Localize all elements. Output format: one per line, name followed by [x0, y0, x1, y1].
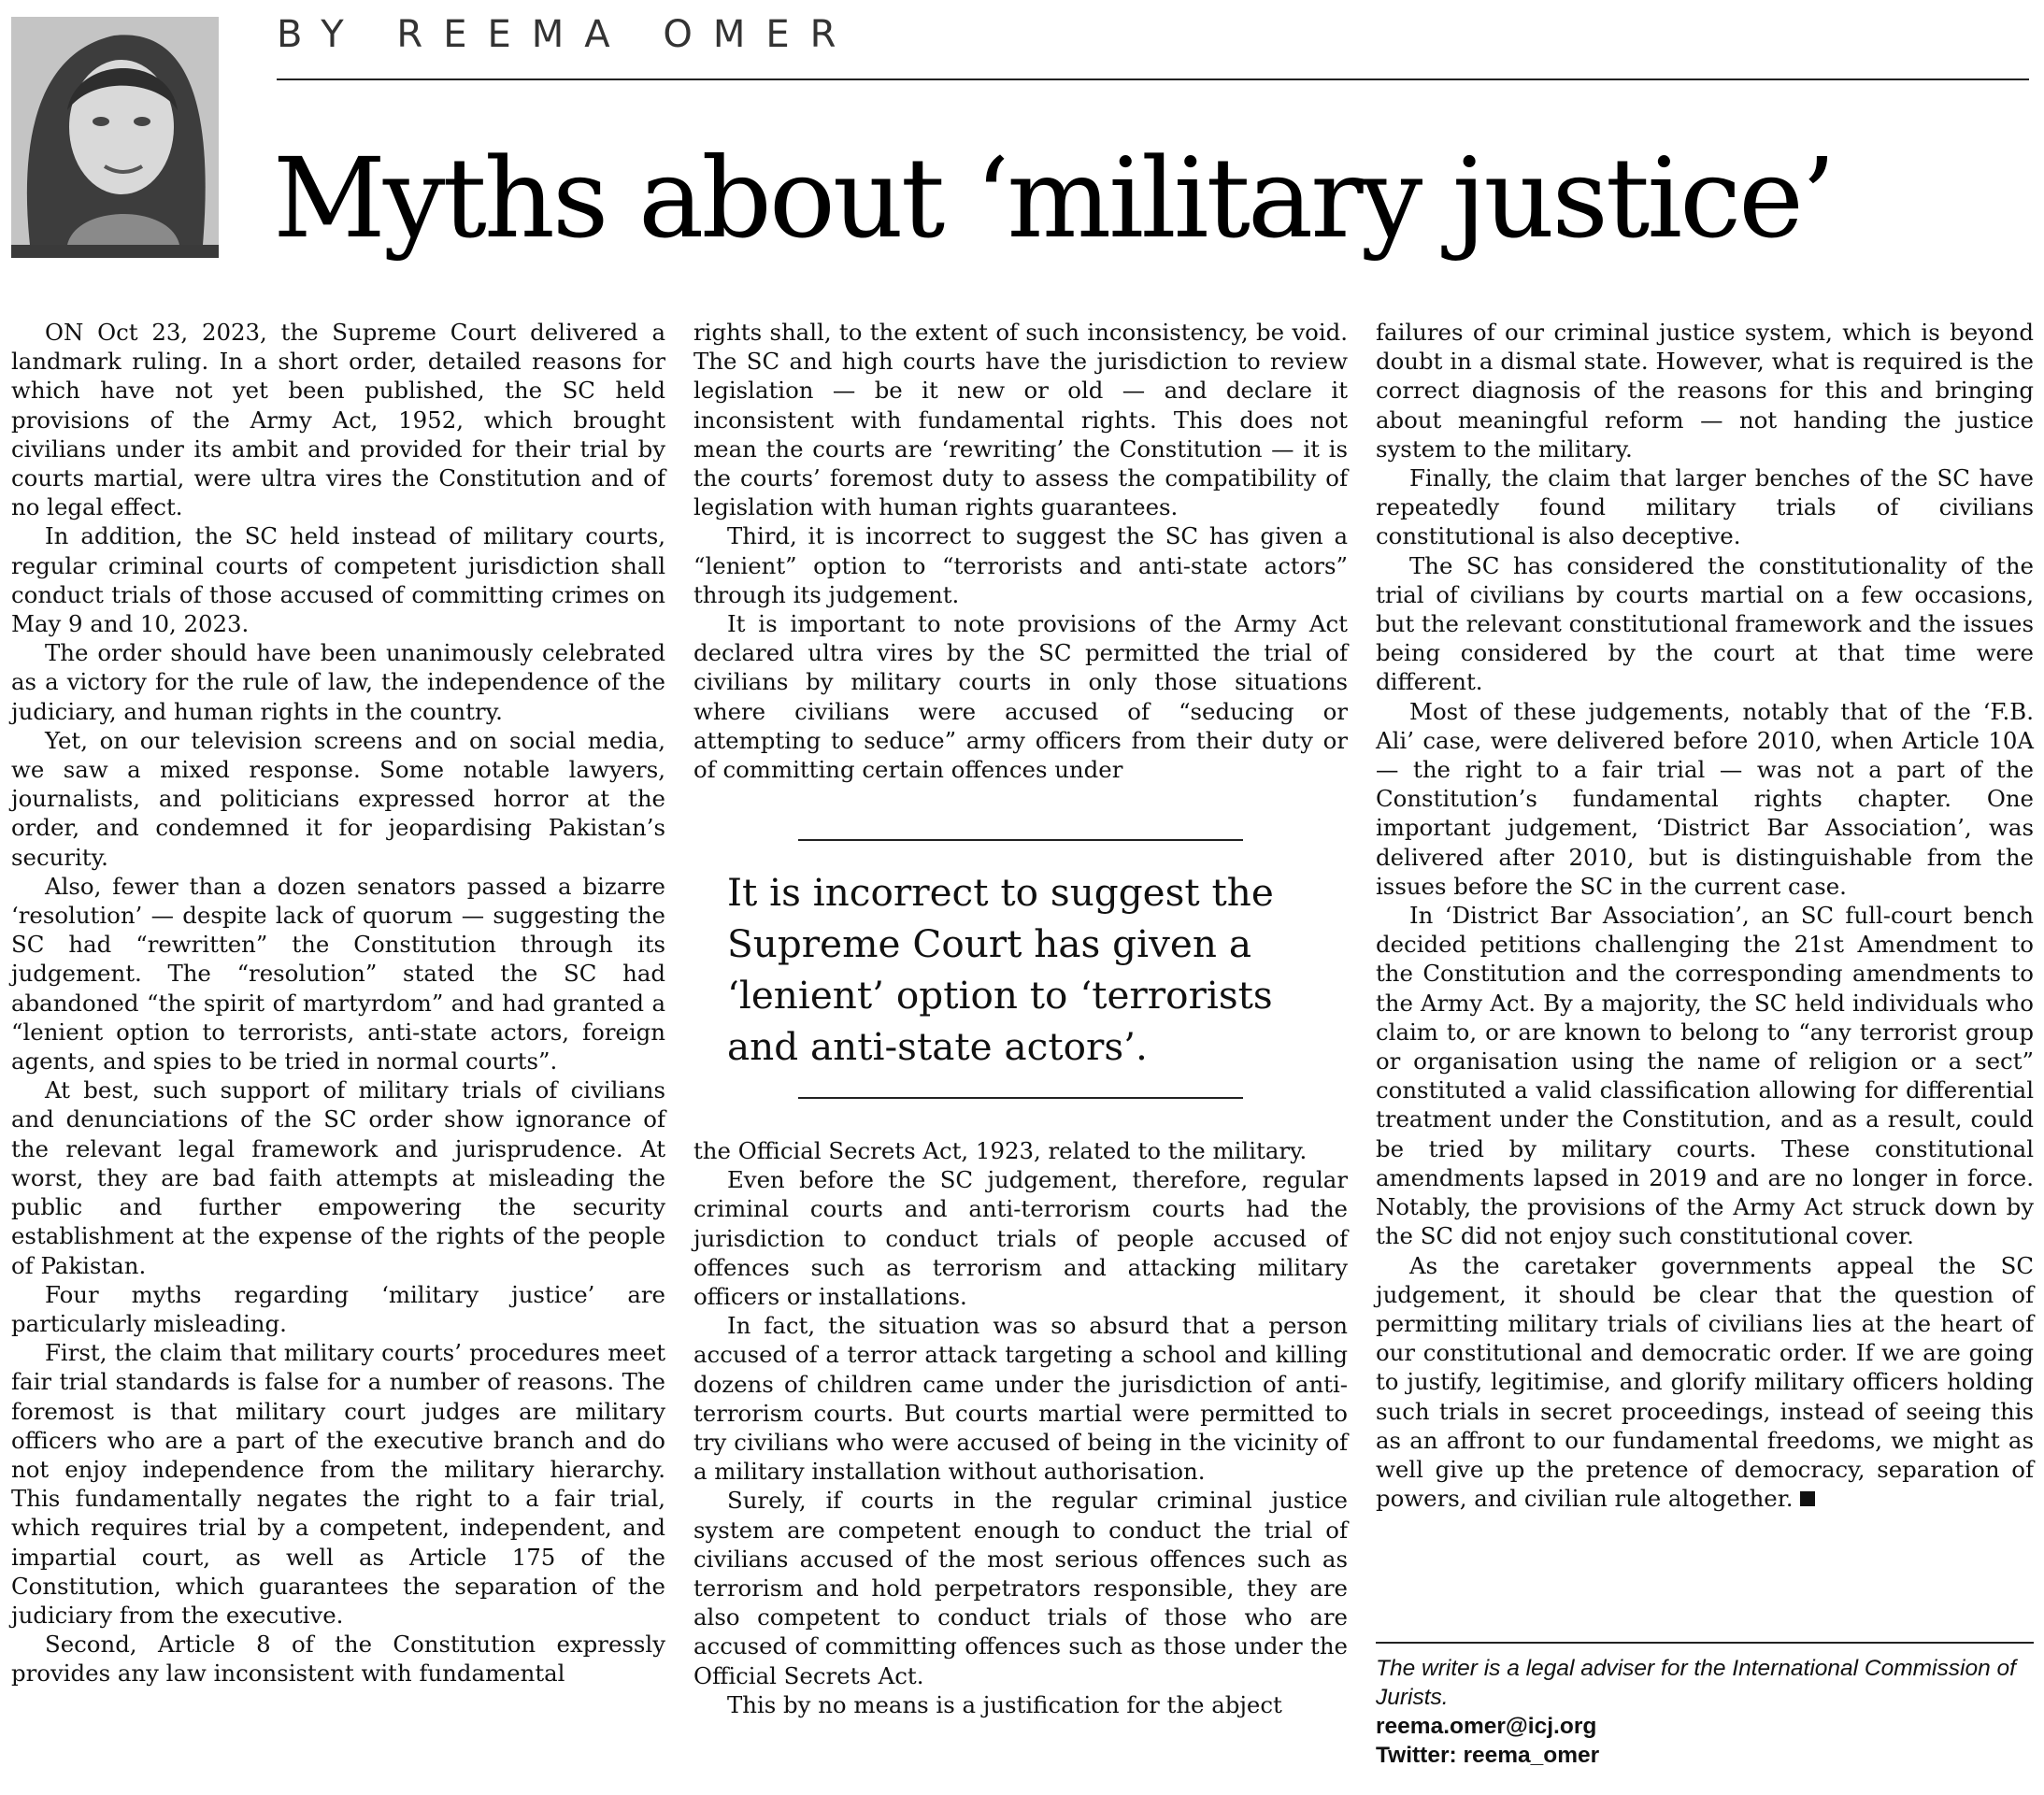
paragraph: This by no means is a justification for the abject	[727, 1690, 1282, 1718]
paragraph: rights shall, to the extent of such inconsistency, be void. The SC and high courts have the jurisdiction to review legislation — be it new or old — and declare it inconsistent with fundamental rights. This does not mean the courts are ‘rewriting’ the Constitution — it is the courts’ foremost duty to assess the compatibility of legislation with human rights guarantees.	[693, 319, 1348, 521]
author-photo	[11, 17, 219, 258]
paragraph: Surely, if courts in the regular criminal justice system are competent enough to conduct the trial of civilians accused of the most serious offences such as terrorism and hold perpetrators responsible, they are also competent to conduct trials of those who are accused of committing offences such as those under the Official Secrets Act.	[693, 1487, 1348, 1689]
headline: Myths about ‘military justice’	[273, 134, 1834, 263]
column-3	[1376, 318, 2034, 1513]
paragraph: The SC has considered the constitutionality of the trial of civilians by courts martial on a few occasions, but the relevant constitutional framework and the issues being considered by the court at that time were different.	[1376, 551, 2034, 696]
paragraph: Finally, the claim that larger benches of the SC have repeatedly found military trials of civilians constitutional is also deceptive.	[1376, 464, 2034, 550]
author-bio	[1376, 1654, 2034, 1770]
paragraph: At best, such support of military trials of civilians and denunciations of the SC order show ignorance of the relevant legal framework and jurisprudence. At worst, they are bad faith attempts at misleading the public and further empowering the security establishment at the expense of the rights of the people of Pakistan.	[11, 1076, 665, 1279]
column-2-bottom	[693, 1136, 1348, 1719]
author-twitter: Twitter: reema_omer	[1376, 1743, 1600, 1768]
paragraph: Most of these judgements, notably that of the ‘F.B. Ali’ case, were delivered before 2010, when Article 10A — the right to a fair trial — was not a part of the Constitution’s fundamental rights chapter. One important judgement, ‘District Bar Association’, was delivered after 2010, but is distinguishable from the issues before the SC in the current case.	[1376, 697, 2034, 900]
paragraph: Four myths regarding ‘military justice’ are particularly misleading.	[11, 1280, 665, 1337]
paragraph: In fact, the situation was so absurd that a person accused of a terror attack targeting a school and killing dozens of children came under the jurisdiction of anti-terrorism courts. But courts martial were permitted to try civilians who were accused of being in the vicinity of a military installation without authorisation.	[693, 1312, 1348, 1486]
paragraph: In ‘District Bar Association’, an SC full-court bench decided petitions challenging the 21st Amendment to the Constitution and the corresponding amendments to the Army Act. By a majority, the SC held individuals who claim to, or are known to belong to “any terrorist group or organisation using the name of religion or a sect” constituted a valid classification allowing for differential treatment under the Constitution, and as a result, could be tried by military courts. These constitutional amendments lapsed in 2019 and are no longer in force. Notably, the provisions of the Army Act struck down by the SC did not enjoy such constitutional cover.	[1376, 902, 2034, 1250]
pull-quote	[693, 839, 1348, 1104]
bio-note: The writer is a legal adviser for the International Commission of Jurists.	[1376, 1656, 2016, 1710]
paragraph: First, the claim that military courts’ procedures meet fair trial standards is false for a number of reasons. The foremost is that military court judges are military officers who are a part of the executive branch and do not enjoy independence from the military hierarchy. This fundamentally negates the right to a fair trial, which requires trial by a competent, independent, and impartial court, as well as Article 175 of the Constitution, which guarantees the separation of the judiciary from the executive.	[11, 1339, 665, 1629]
paragraph: the Official Secrets Act, 1923, related to the military.	[693, 1137, 1308, 1164]
paragraph: Second, Article 8 of the Constitution expressly provides any law inconsistent with fundamental	[11, 1631, 665, 1688]
paragraph: Third, it is incorrect to suggest the SC has given a “lenient” option to “terrorists and anti-state actors” through its judgement.	[693, 522, 1348, 608]
pull-quote-top-rule	[798, 839, 1243, 841]
pull-quote-text: It is incorrect to suggest the Supreme Court has given a ‘lenient’ option to ‘terrorists and anti-state actors’.	[727, 870, 1274, 1069]
bio-rule	[1376, 1642, 2034, 1644]
paragraph-final-text: As the caretaker governments appeal the SC judgement, it should be clear that the question of permitting military trials of civilians lies at the heart of our constitutional and democratic order. If we are going to justify, legitimise, and glorify military officers holding such trials in secret proceedings, instead of seeing this as an affront to our fundamental freedoms, we might as well give up the pretence of democracy, separation of powers, and civilian rule altogether.	[1376, 1251, 2034, 1513]
paragraph: The order should have been unanimously celebrated as a victory for the rule of law, the independence of the judiciary, and human rights in the country.	[11, 639, 665, 725]
paragraph-final	[1376, 1251, 2034, 1514]
paragraph: Also, fewer than a dozen senators passed a bizarre ‘resolution’ — despite lack of quorum — suggesting the SC had “rewritten” the Constitution through its judgement. The “resolution” stated the SC had abandoned “the spirit of martyrdom” and had granted a “lenient option to terrorists, anti-state actors, foreign agents, and spies to be tried in normal courts”.	[11, 872, 665, 1076]
paragraph: failures of our criminal justice system, which is beyond doubt in a dismal state. However, what is required is the correct diagnosis of the reasons for this and bringing about meaningful reform — not handing the justice system to the military.	[1376, 319, 2034, 463]
author-email: reema.omer@icj.org	[1376, 1714, 1597, 1739]
pull-quote-bottom-rule	[798, 1097, 1243, 1099]
paragraph: It is important to note provisions of the Army Act declared ultra vires by the SC permitted the trial of civilians by military courts in only those situations where civilians were accused of “seducing or attempting to seduce” army officers from their duty or of committing certain offences under	[693, 610, 1348, 784]
paragraph: ON Oct 23, 2023, the Supreme Court delivered a landmark ruling. In a short order, detailed reasons for which have not yet been published, the SC held provisions of the Army Act, 1952, which brought civilians under its ambit and provided for their trial by courts martial, were ultra vires the Constitution and of no legal effect.	[11, 319, 665, 521]
paragraph: In addition, the SC held instead of military courts, regular criminal courts of competent jurisdiction shall conduct trials of those accused of committing crimes on May 9 and 10, 2023.	[11, 522, 665, 638]
top-rule	[277, 78, 2029, 80]
column-1	[11, 318, 665, 1688]
paragraph: Yet, on our television screens and on social media, we saw a mixed response. Some notable lawyers, journalists, and politicians expressed horror at the order, and condemned it for jeopardising Pakistan’s security.	[11, 726, 665, 871]
end-mark-icon	[1800, 1491, 1815, 1506]
byline: BY REEMA OMER	[277, 13, 857, 56]
author-portrait-icon	[11, 17, 219, 245]
column-2-top	[693, 318, 1348, 784]
paragraph: Even before the SC judgement, therefore, regular criminal courts and anti-terrorism courts had the jurisdiction to conduct trials of people accused of offences such as terrorism and attacking military officers or installations.	[693, 1166, 1348, 1311]
